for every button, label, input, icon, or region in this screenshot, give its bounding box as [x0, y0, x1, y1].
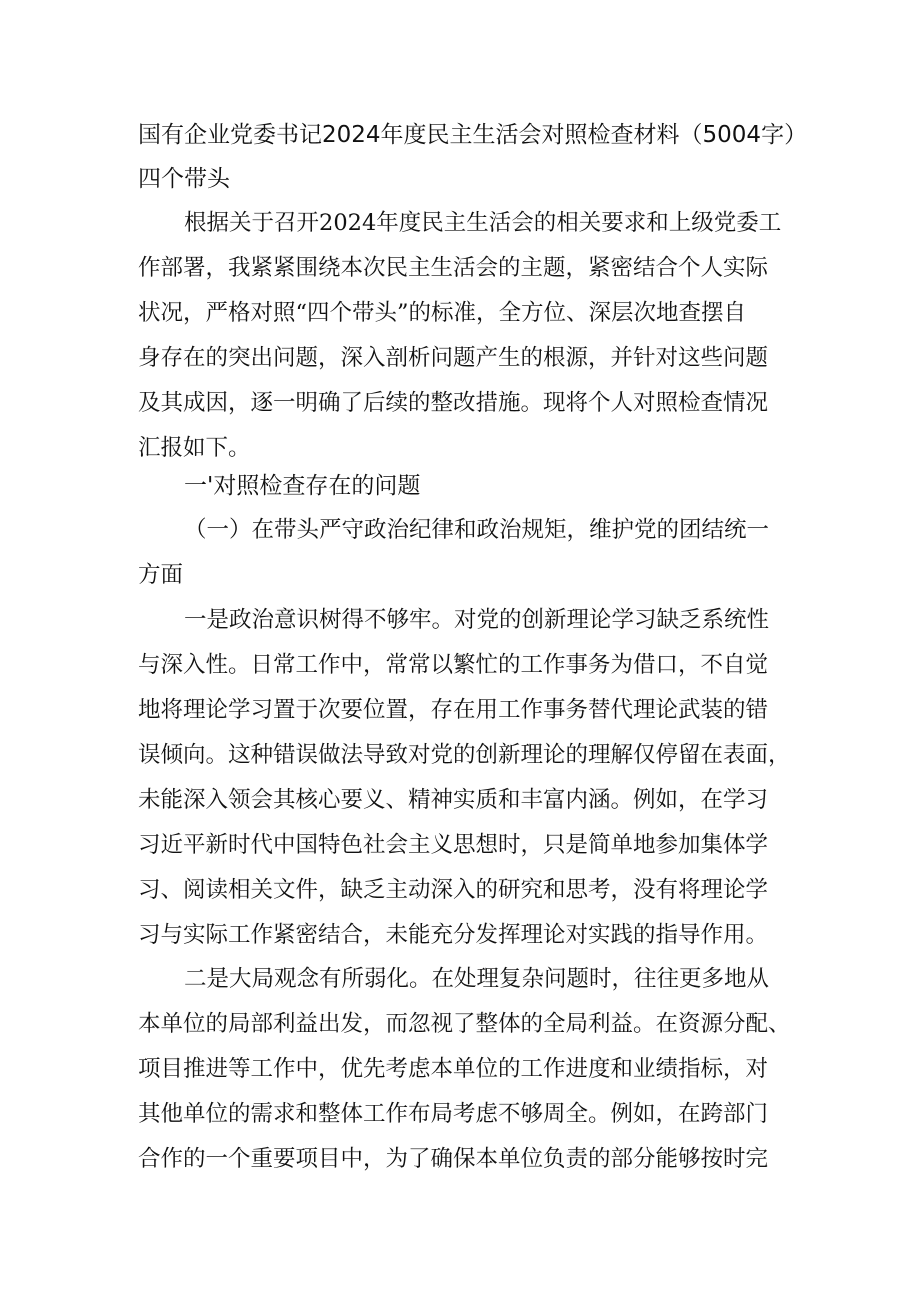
- paragraph-line: 未能深入领会其核心要义、精神实质和丰富内涵。例如，在学习: [138, 787, 769, 813]
- paragraph-line: 二是大局观念有所弱化。在处理复杂问题时，往往更多地从: [184, 966, 770, 992]
- paragraph-line: 与深入性。日常工作中，常常以繁忙的工作事务为借口，不自觉: [138, 652, 769, 678]
- document-title: 国有企业党委书记2024年度民主生活会对照检查材料（5004字）: [138, 122, 808, 148]
- paragraph-line: 误倾向。这种错误做法导致对党的创新理论的理解仅停留在表面，: [138, 742, 791, 768]
- paragraph-line: 本单位的局部利益出发，而忽视了整体的全局利益。在资源分配、: [138, 1011, 791, 1037]
- paragraph-line: 项目推进等工作中，优先考虑本单位的工作进度和业绩指标，对: [138, 1056, 769, 1082]
- paragraph-line: 其他单位的需求和整体工作布局考虑不够周全。例如，在跨部门: [138, 1101, 769, 1127]
- paragraph-line: 习近平新时代中国特色社会主义思想时，只是简单地参加集体学: [138, 832, 769, 858]
- paragraph-line: 地将理论学习置于次要位置，存在用工作事务替代理论武装的错: [138, 697, 769, 723]
- paragraph-line: 习、阅读相关文件，缺乏主动深入的研究和思考，没有将理论学: [138, 877, 769, 903]
- intro-line: 及其成因，逐一明确了后续的整改措施。现将个人对照检查情况: [138, 390, 769, 416]
- paragraph-line: 习与实际工作紧密结合，未能充分发挥理论对实践的指导作用。: [138, 922, 769, 948]
- subsection-heading-line: 方面: [138, 562, 184, 588]
- document-subtitle: 四个带头: [138, 166, 230, 192]
- intro-line: 身存在的突出问题，深入剖析问题产生的根源，并针对这些问题: [138, 345, 769, 371]
- section-heading: 一'对照检查存在的问题: [184, 473, 421, 499]
- intro-line: 汇报如下。: [138, 435, 251, 461]
- paragraph-line: 一是政治意识树得不够牢。对党的创新理论学习缺乏系统性: [184, 607, 770, 633]
- subsection-heading-line: （一）在带头严守政治纪律和政治规矩，维护党的团结统一: [184, 517, 770, 543]
- intro-line: 作部署，我紧紧围绕本次民主生活会的主题，紧密结合个人实际: [138, 255, 769, 281]
- paragraph-line: 合作的一个重要项目中，为了确保本单位负责的部分能够按时完: [138, 1146, 769, 1172]
- intro-line: 状况，严格对照“四个带头”的标准，全方位、深层次地查摆自: [138, 300, 747, 326]
- intro-line: 根据关于召开2024年度民主生活会的相关要求和上级党委工: [184, 210, 782, 236]
